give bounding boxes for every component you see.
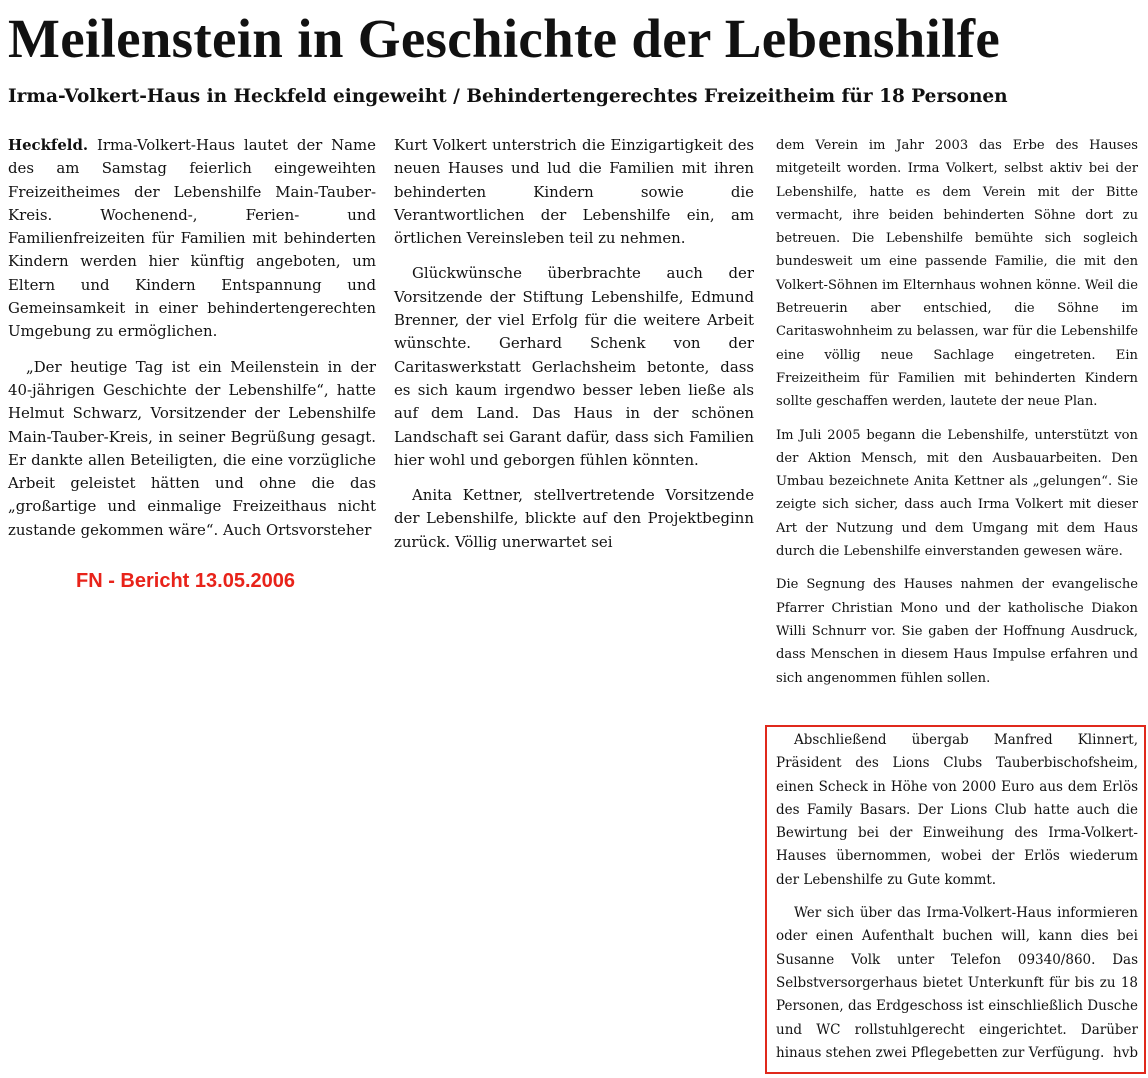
column-1 [8,134,376,542]
dateline: Heckfeld. [8,136,89,154]
subheadline: Irma-Volkert-Haus in Heckfeld eingeweiht / Behindertengerechtes Freizeitheim für 18 Personen [8,86,1008,107]
paragraph: „Der heutige Tag ist ein Meilenstein in der 40-jährigen Geschichte der Lebenshilfe“, hatte Helmut Schwarz, Vorsitzender der Lebenshilfe Main-Tauber-Kreis, in seiner Begrüßung gesagt. Er dankte allen Beteiligten, die eine vorzügliche Arbeit geleistet hätten und ohne die das „großartige und einmalige Freizeithaus nicht zustande gekommen wäre“. Auch Ortsvorsteher [8,357,376,539]
paragraph [8,134,376,344]
highlighted-paragraphs [776,729,1138,1065]
headline: Meilenstein in Geschichte der Lebenshilfe [8,8,1001,69]
paragraph: Glückwünsche überbrachte auch der Vorsitzende der Stiftung Lebenshilfe, Edmund Brenner, der viel Erfolg für die weitere Arbeit wünschte. Gerhard Schenk von der Caritaswerkstatt Gerlachsheim betonte, dass es sich kaum irgendwo besser leben ließe als auf dem Land. Das Haus in der schönen Landschaft sei Garant dafür, dass sich Familien hier wohl und geborgen fühlen könnten. [394,264,754,469]
paragraph: Kurt Volkert unterstrich die Einzigartigkeit des neuen Hauses und lud die Familien mit ihren behinderten Kindern sowie die Verantwortlichen der Lebenshilfe ein, am örtlichen Vereinsleben teil zu nehmen. [394,136,754,248]
paragraph-text: Irma-Volkert-Haus lautet der Name des am Samstag feierlich eingeweihten Freizeitheimes der Lebenshilfe Main-Tauber-Kreis. Wochenend-, Ferien- und Familienfreizeiten für Familien mit behinderten Kindern werden hier künftig angeboten, um Eltern und Kindern Entspannung und Gemeinsamkeit in einer behindertengerechten Umgebung zu ermöglichen. [8,136,376,341]
paragraph: Die Segnung des Hauses nahmen der evangelische Pfarrer Christian Mono und der katholische Diakon Willi Schnurr vor. Sie gaben der Hoffnung Ausdruck, dass Menschen in diesem Haus Impulse erfahren und sich angenommen fühlen sollen. [776,577,1138,686]
paragraph-text: Wer sich über das Irma-Volkert-Haus informieren oder einen Aufenthalt buchen will, kann dies bei Susanne Volk unter Telefon 09340/860. Das Selbstversorgerhaus bietet Unterkunft für bis zu 18 Personen, das Erdgeschoss ist einschließlich Dusche und WC rollstuhlgerecht eingerichtet. Darüber hinaus stehen zwei Pflegebetten zur Verfügung. [776,905,1138,1061]
source-note: FN - Bericht 13.05.2006 [76,570,295,592]
paragraph [776,902,1138,1065]
author-signature: hvb [1113,1044,1138,1061]
paragraph: Abschließend übergab Manfred Klinnert, Präsident des Lions Clubs Tauberbischofsheim, einen Scheck in Höhe von 2000 Euro aus dem Erlös des Family Basars. Der Lions Club hatte auch die Bewirtung bei der Einweihung des Irma-Volkert-Hauses übernommen, wobei der Erlös wiederum der Lebenshilfe zu Gute kommt. [776,732,1138,888]
paragraph: Im Juli 2005 begann die Lebenshilfe, unterstützt von der Aktion Mensch, mit den Ausbauarbeiten. Den Umbau bezeichnete Anita Kettner als „gelungen“. Sie zeigte sich sicher, dass auch Irma Volkert mit dieser Art der Nutzung und dem Umgang mit dem Haus durch die Lebenshilfe einverstanden gewesen wäre. [776,427,1138,560]
column-3 [776,134,1138,690]
paragraph: Anita Kettner, stellvertretende Vorsitzende der Lebenshilfe, blickte auf den Projektbeginn zurück. Völlig unerwartet sei [394,486,754,551]
paragraph: dem Verein im Jahr 2003 das Erbe des Hauses mitgeteilt worden. Irma Volkert, selbst aktiv bei der Lebenshilfe, hatte es dem Verein mit der Bitte vermacht, ihre beiden behinderten Söhne dort zu betreuen. Die Lebenshilfe bemühte sich sogleich bundesweit um eine passende Familie, die mit den Volkert-Söhnen im Elternhaus wohnen könne. Weil die Betreuerin aber entschied, die Söhne im Caritaswohnheim zu belassen, war für die Lebenshilfe eine völlig neue Sachlage eingetreten. Ein Freizeitheim für Familien mit behinderten Kindern sollte geschaffen werden, lautete der neue Plan. [776,138,1138,410]
column-2 [394,134,754,554]
